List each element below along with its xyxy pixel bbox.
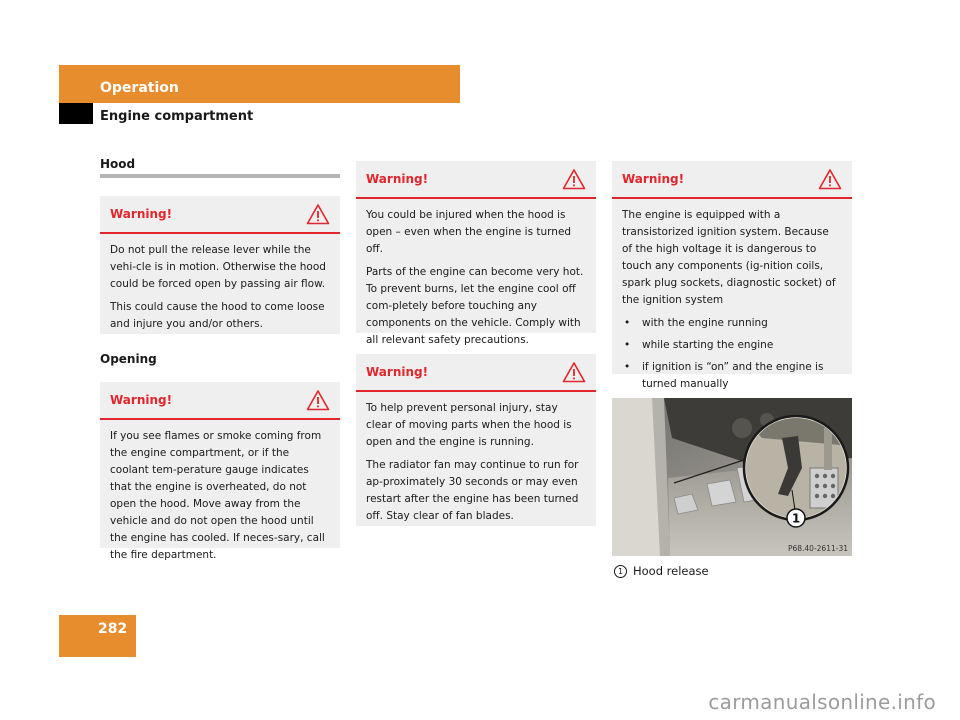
caption-number: 1 — [614, 565, 627, 578]
warning-bullet-list — [622, 315, 842, 393]
warning-text: Parts of the engine can become very hot. To prevent burns, let the engine cool off com-pletely before touching any components on the vehicle. Comply with all relevant safety precautions. — [366, 266, 584, 346]
hood-heading-rule — [100, 174, 340, 178]
warning-box-moving-parts — [356, 354, 596, 526]
warning-text: You could be injured when the hood is open – even when the engine is turned off. — [366, 209, 572, 255]
warning-body — [100, 420, 340, 578]
caption-text: Hood release — [633, 564, 709, 578]
warning-triangle-icon — [306, 389, 330, 411]
warning-label: Warning! — [622, 172, 685, 186]
hood-release-photo — [612, 398, 852, 556]
subsection-title: Engine compartment — [100, 109, 254, 124]
warning-triangle-icon — [818, 168, 842, 190]
warning-label: Warning! — [110, 207, 173, 221]
warning-body — [356, 199, 596, 363]
list-item: • with the engine running — [622, 315, 842, 332]
warning-text: The radiator fan may continue to run for ap-proximately 30 seconds or may even restart after the engine has been turned off. Stay clear of fan blades. — [366, 459, 579, 522]
warning-header — [100, 196, 340, 234]
section-title: Operation — [100, 80, 179, 96]
warning-box-hood-release — [100, 196, 340, 334]
warning-body — [356, 392, 596, 539]
warning-text: To help prevent personal injury, stay clear of moving parts when the hood is open and the engine is running. — [366, 402, 572, 448]
photo-code: P68.40-2611-31 — [787, 544, 848, 553]
warning-label: Warning! — [366, 172, 429, 186]
footwell-illustration — [612, 398, 852, 556]
photo-caption — [614, 564, 709, 578]
warning-text: If you see flames or smoke coming from the engine compartment, or if the coolant tem-perature gauge indicates that the engine is overheated, do not open the hood. Move away from the vehicle and do not open the hood until the engine has cooled. If neces-sary, call the fire department. — [110, 430, 325, 561]
warning-box-fire — [100, 382, 340, 561]
warning-text: Do not pull the release lever while the vehi-cle is in motion. Otherwise the hood could be forced open by passing air flow. — [110, 244, 326, 290]
warning-body — [612, 199, 852, 406]
hood-heading: Hood — [100, 157, 136, 171]
list-item: • while starting the engine — [622, 337, 842, 354]
opening-heading: Opening — [100, 352, 157, 366]
warning-label: Warning! — [110, 393, 173, 407]
warning-label: Warning! — [366, 365, 429, 379]
page-number: 282 — [98, 621, 128, 637]
warning-text: The engine is equipped with a transistorized ignition system. Because of the high voltage it is dangerous to touch any components (ig-nition coils, spark plug sockets, diagnostic socket) of the ignition system — [622, 209, 836, 306]
warning-triangle-icon — [562, 361, 586, 383]
watermark: carmanualsonline.info — [708, 690, 936, 714]
list-item: • if ignition is “on” and the engine is turned manually — [622, 359, 842, 393]
warning-triangle-icon — [306, 203, 330, 225]
warning-header — [356, 354, 596, 392]
warning-triangle-icon — [562, 168, 586, 190]
warning-header — [356, 161, 596, 199]
warning-text: This could cause the hood to come loose and injure you and/or others. — [110, 301, 325, 330]
warning-body — [100, 234, 340, 347]
warning-box-hot-engine — [356, 161, 596, 346]
warning-header — [100, 382, 340, 420]
header-tab-marker — [59, 103, 93, 124]
warning-box-ignition — [612, 161, 852, 390]
warning-header — [612, 161, 852, 199]
callout-number: 1 — [791, 511, 801, 526]
